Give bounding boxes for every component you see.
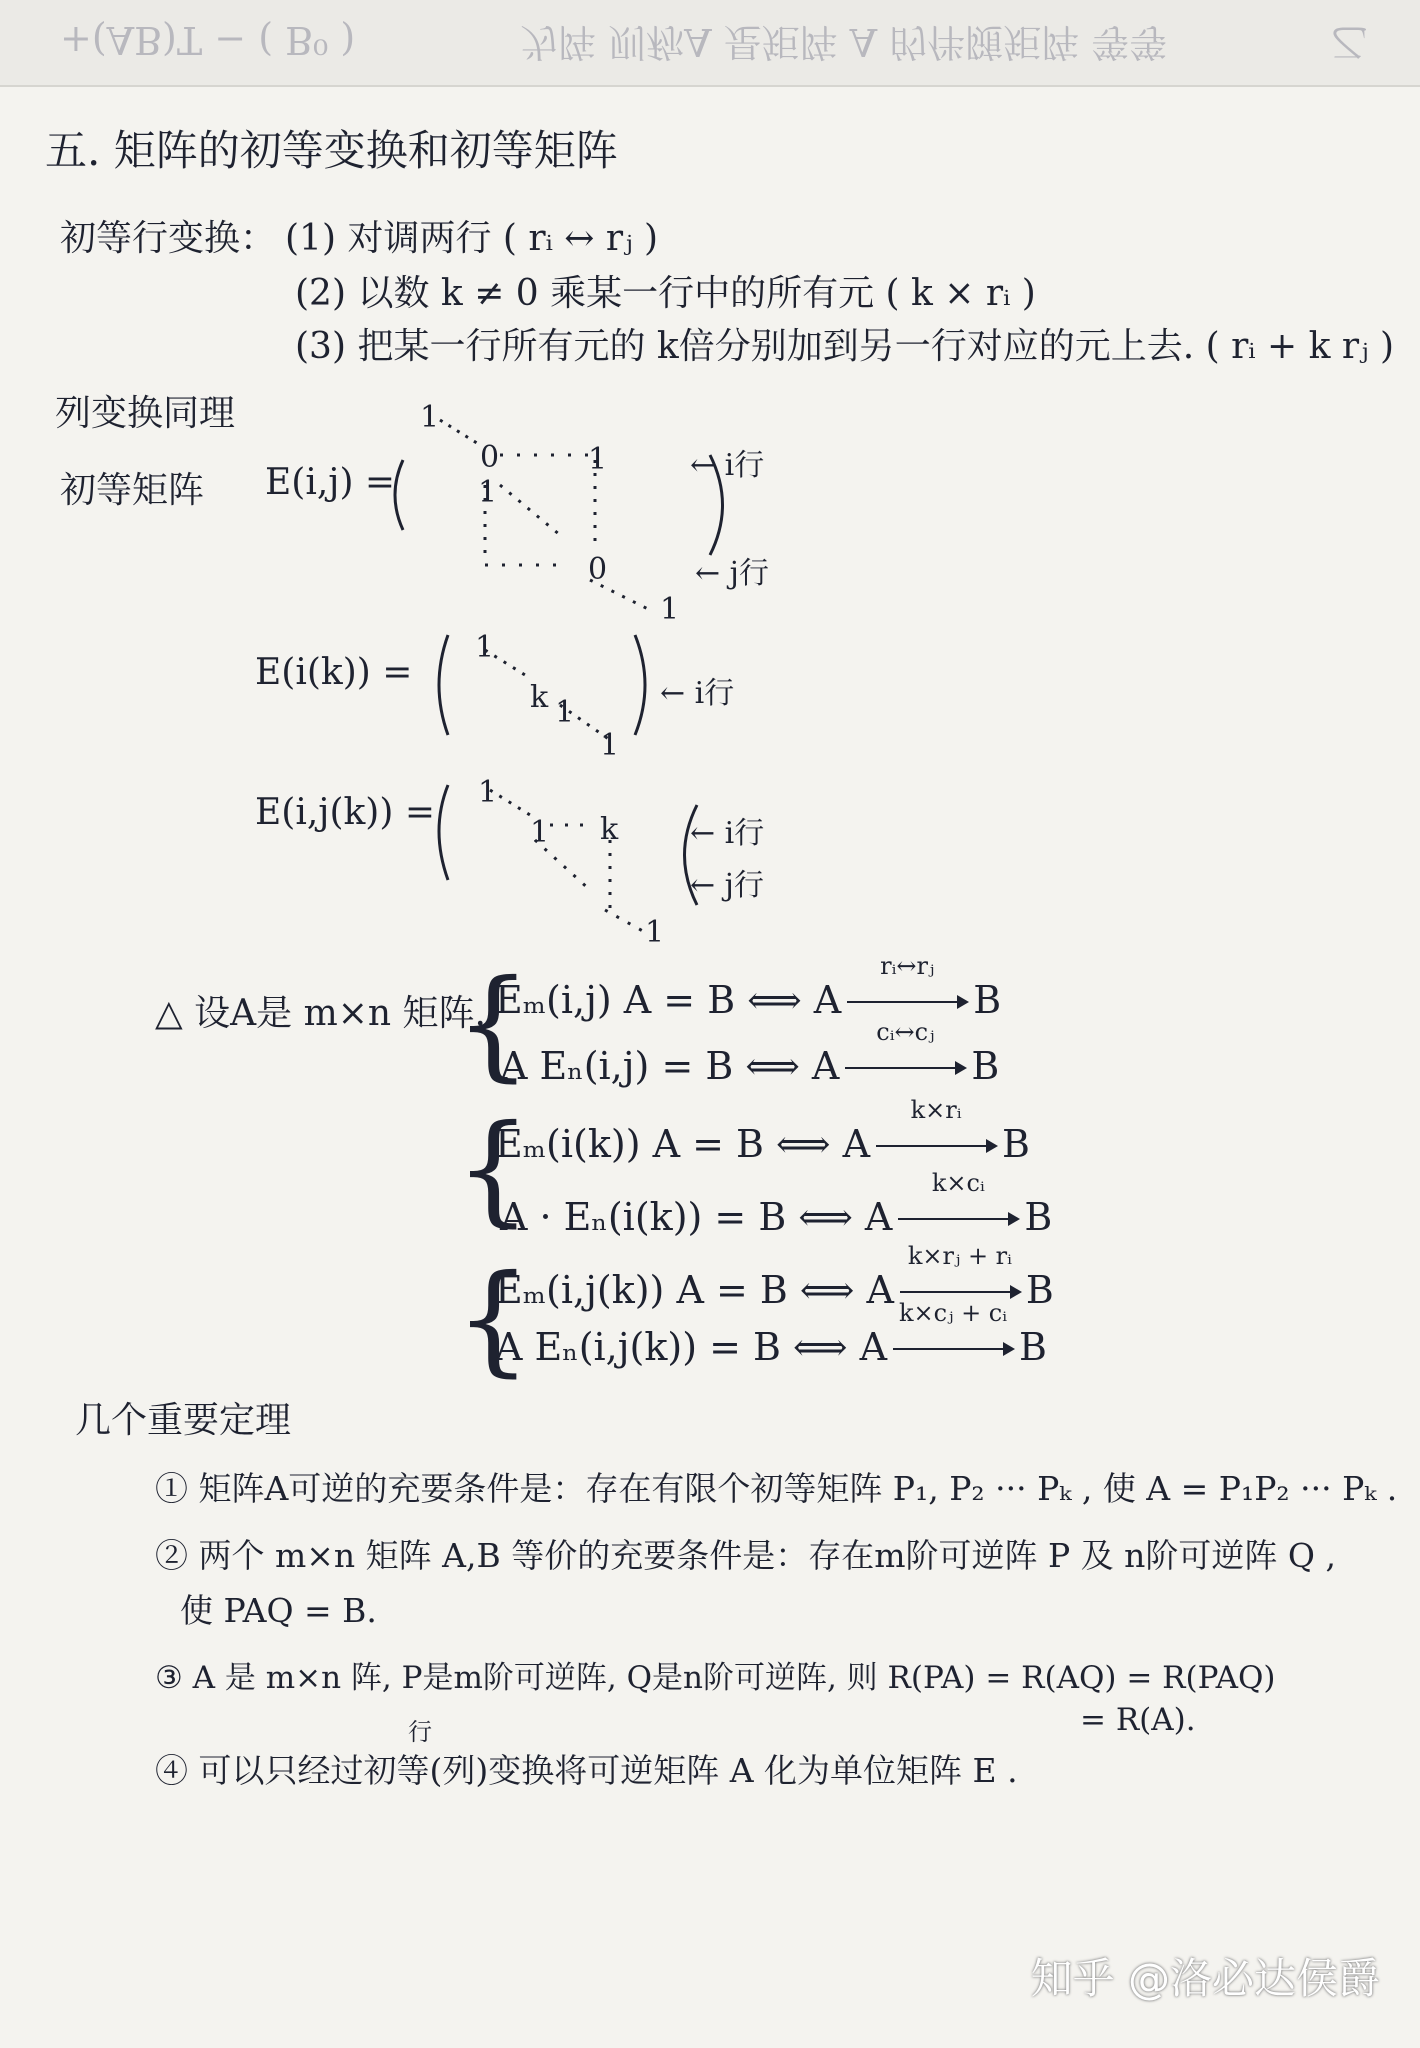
eq-6-left: A Eₙ(i,j(k)) = B ⟺ A [495, 1325, 888, 1369]
eq-3-left: Eₘ(i(k)) A = B ⟺ A [495, 1122, 871, 1166]
e-ijk-i-row: ← i行 [690, 816, 765, 851]
eq-3-right: B [1002, 1122, 1030, 1166]
eq-5-left: Eₘ(i,j(k)) A = B ⟺ A [495, 1268, 894, 1312]
eq-2-left: A Eₙ(i,j) = B ⟺ A [500, 1044, 840, 1088]
zhihu-watermark: 知乎 @洛必达侯爵 [1030, 1954, 1380, 2003]
e-ij-label: E(i,j) = [265, 462, 396, 503]
row-ops-label: 初等行变换： [60, 218, 277, 259]
theorem-4-insert: 行 [408, 1718, 432, 1746]
e-ij-matrix [385, 400, 685, 634]
e-ijk-one-top: 1 [478, 775, 498, 810]
eq-2-op: cᵢ↔cⱼ [876, 1018, 935, 1046]
theorems-heading: 几个重要定理 [75, 1400, 292, 1441]
e-ij-zero-bottom: 0 [588, 552, 608, 587]
eq-2-arrow [845, 1018, 965, 1088]
eq-row-scale-left [495, 1096, 1030, 1166]
bleed-right: 乙 [1330, 20, 1369, 64]
theorem-1: ① 矩阵A可逆的充要条件是：存在有限个初等矩阵 P₁, P₂ ··· Pₖ , 使 A = P₁P₂ ··· Pₖ . [155, 1469, 1398, 1508]
eq-4-right: B [1024, 1195, 1053, 1239]
bleed-mid: 为阵 则称A 是矩阵 A 的伴随矩阵 等等 [520, 20, 1168, 64]
e-ij-i-row: ← i行 [690, 448, 765, 483]
e-ijk-j-row: ← j行 [690, 868, 764, 903]
theorem-4: ④ 可以只经过初等(列)变换将可逆矩阵 A 化为单位矩阵 E . [155, 1751, 1018, 1790]
theorem-3-cont: = R(A). [1080, 1702, 1196, 1738]
bleed-left: +(AB)T − ( B⁰ ) [60, 18, 356, 62]
eq-row-swap-left [495, 952, 1002, 1022]
eq-4-left: A · Eₙ(i(k)) = B ⟺ A [500, 1195, 893, 1239]
eq-4-op: k×cᵢ [931, 1169, 985, 1197]
e-ik-one-top: 1 [475, 630, 495, 665]
e-ik-one-bottom: 1 [600, 728, 620, 763]
assume-text: △ 设A是 m×n 矩阵. [155, 993, 486, 1034]
elementary-label: 初等矩阵 [60, 470, 205, 511]
eq-1-arrow [847, 952, 967, 1022]
e-ijk-one-bottom: 1 [645, 915, 665, 950]
row-op-2: (2) 以数 k ≠ 0 乘某一行中的所有元 ( k × rᵢ ) [295, 273, 1036, 314]
e-ik-label: E(i(k)) = [255, 652, 413, 693]
theorem-2: ② 两个 m×n 矩阵 A,B 等价的充要条件是：存在m阶可逆阵 P 及 n阶可逆阵 Q , [155, 1536, 1336, 1575]
e-ik-one-mid: 1 [555, 695, 575, 730]
eq-2-right: B [971, 1044, 1000, 1088]
e-ik-i-row: ← i行 [660, 676, 735, 711]
eq-1-op: rᵢ↔rⱼ [880, 952, 935, 980]
eq-3-arrow [876, 1096, 996, 1166]
eq-col-add-right [495, 1299, 1047, 1369]
e-ij-one-top: 1 [420, 400, 440, 435]
eq-3-op: k×rᵢ [910, 1096, 962, 1124]
eq-1-left: Eₘ(i,j) A = B ⟺ A [495, 978, 842, 1022]
e-ij-one-ji: 1 [478, 475, 498, 510]
theorem-3: ③ A 是 m×n 阵, P是m阶可逆阵, Q是n阶可逆阵, 则 R(PA) = R(AQ) = R(PAQ) [155, 1660, 1276, 1696]
eq-6-op: k×cⱼ + cᵢ [899, 1299, 1008, 1327]
e-ij-one-ij: 1 [588, 442, 608, 477]
brace-3: { [455, 1250, 532, 1389]
eq-6-right: B [1019, 1325, 1047, 1369]
eq-6-arrow [893, 1299, 1013, 1369]
eq-col-swap-right [500, 1018, 1000, 1088]
eq-col-scale-right [500, 1169, 1053, 1239]
e-ij-one-bottom: 1 [660, 592, 680, 627]
eq-1-right: B [973, 978, 1002, 1022]
section-title: 五. 矩阵的初等变换和初等矩阵 [45, 126, 618, 175]
brace-1: { [455, 955, 532, 1094]
row-op-3: (3) 把某一行所有元的 k倍分别加到另一行对应的元上去. ( rᵢ + k rⱼ ) [295, 326, 1395, 367]
column-note: 列变换同理 [55, 393, 236, 434]
eq-5-op: k×rⱼ + rᵢ [907, 1242, 1012, 1270]
eq-4-arrow [898, 1169, 1018, 1239]
e-ijk-label: E(i,j(k)) = [255, 792, 435, 833]
e-ij-zero-top: 0 [480, 440, 500, 475]
e-ij-j-row: ← j行 [695, 556, 769, 591]
e-ik-k: k [530, 680, 549, 715]
brace-2: { [455, 1100, 532, 1239]
e-ijk-k: k [600, 812, 619, 847]
row-op-1: (1) 对调两行 ( rᵢ ↔ rⱼ ) [285, 218, 659, 259]
header-bleed-through [0, 0, 1420, 87]
e-ijk-one-i: 1 [530, 815, 550, 850]
theorem-2-cont: 使 PAQ = B. [180, 1591, 377, 1630]
eq-5-right: B [1025, 1268, 1054, 1312]
